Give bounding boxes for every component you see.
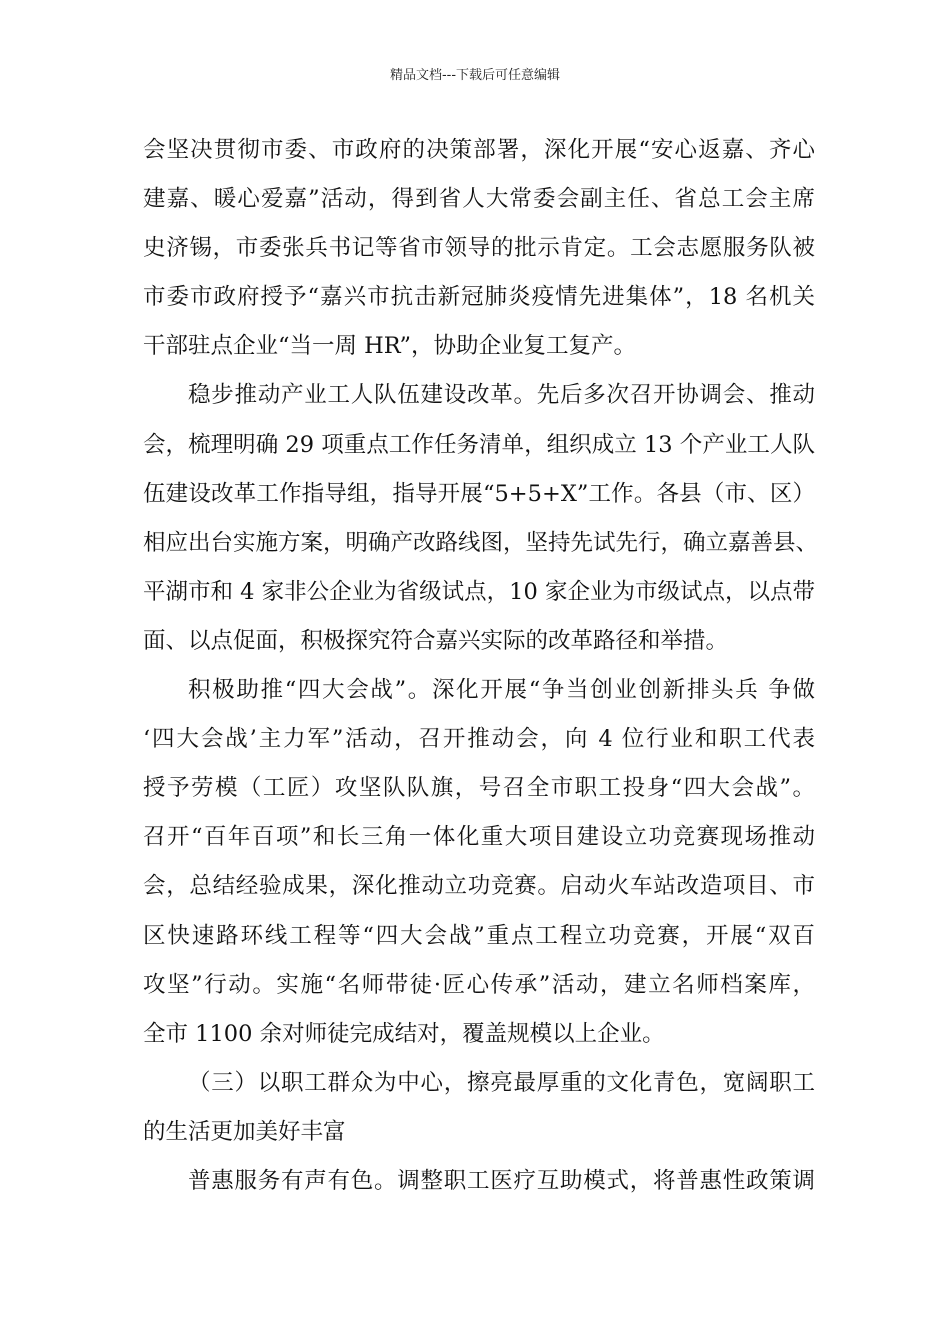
text-line: 干部驻点企业“当一周 HR”，协助企业复工复产。: [143, 333, 636, 360]
text-line: 召开“百年百项”和长三角一体化重大项目建设立功竞赛现场推动: [143, 824, 815, 851]
paragraph: [143, 132, 815, 377]
text-line: 会，梳理明确 29 项重点工作任务清单，组织成立 13 个产业工人队: [143, 431, 815, 458]
text-line: 史济锡，市委张兵书记等省市领导的批示肯定。工会志愿服务队被: [143, 235, 815, 262]
text-line: 授予劳模（工匠）攻坚队队旗，号召全市职工投身“四大会战”。: [143, 775, 815, 802]
text-line: 全市 1100 余对师徒完成结对，覆盖规模以上企业。: [143, 1020, 665, 1047]
text-line: 稳步推动产业工人队伍建设改革。先后多次召开协调会、推动: [188, 382, 815, 409]
text-line: 的生活更加美好丰富: [143, 1118, 346, 1145]
text-line: 会，总结经验成果，深化推动立功竞赛。启动火车站改造项目、市: [143, 873, 815, 900]
text-line: 普惠服务有声有色。调整职工医疗互助模式，将普惠性政策调: [188, 1167, 815, 1194]
text-line: 区快速路环线工程等“四大会战”重点工程立功竞赛，开展“双百: [143, 922, 815, 949]
section-heading: [143, 1065, 815, 1163]
text-line: 市委市政府授予“嘉兴市抗击新冠肺炎疫情先进集体”，18 名机关: [143, 284, 815, 311]
paragraph: [143, 1163, 815, 1212]
page-header: 精品文档---下载后可任意编辑: [389, 68, 561, 83]
text-line: 面、以点促面，积极探究符合嘉兴实际的改革路径和举措。: [143, 627, 729, 654]
text-line: 攻坚”行动。实施“名师带徒·匠心传承”活动，建立名师档案库，: [143, 971, 815, 998]
paragraph: [143, 377, 819, 672]
text-line: ‘四大会战’主力军”活动，召开推动会，向 4 位行业和职工代表: [143, 726, 815, 753]
document-body: [143, 132, 819, 1212]
paragraph: [143, 672, 815, 1065]
text-line: 建嘉、暖心爱嘉”活动，得到省人大常委会副主任、省总工会主席: [143, 186, 815, 213]
text-line: 积极助推“四大会战”。深化开展“争当创业创新排头兵 争做: [188, 677, 815, 704]
text-line: 平湖市和 4 家非公企业为省级试点，10 家企业为市级试点，以点带: [143, 578, 815, 605]
text-line: （三）以职工群众为中心，擦亮最厚重的文化青色，宽阔职工: [188, 1069, 815, 1096]
text-line: 伍建设改革工作指导组，指导开展“5+5+X”工作。各县（市、区）: [143, 480, 815, 507]
text-line: 相应出台实施方案，明确产改路线图，坚持先试先行，确立嘉善县、: [143, 529, 819, 556]
text-line: 会坚决贯彻市委、市政府的决策部署，深化开展“安心返嘉、齐心: [143, 137, 815, 163]
